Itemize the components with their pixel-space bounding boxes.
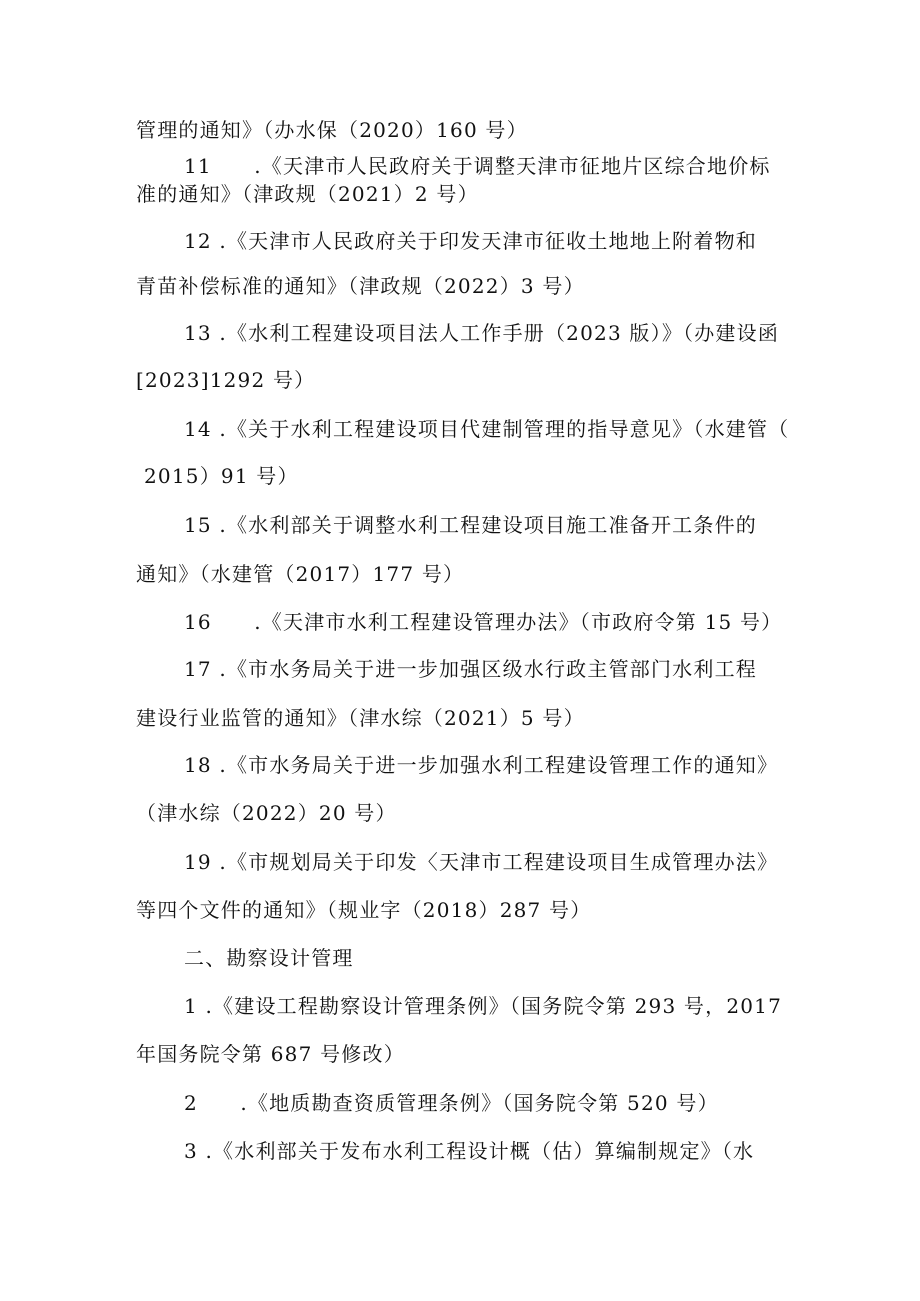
text-line: 建设行业监管的通知》（津水综（2021）5 号） [136, 706, 585, 730]
list-item: 14 .《关于水利工程建设项目代建制管理的指导意见》（水建管（ [184, 417, 790, 441]
list-item: 1 .《建设工程勘察设计管理条例》（国务院令第 293 号，2017 [184, 994, 783, 1018]
list-item: 2 .《地质勘查资质管理条例》（国务院令第 520 号） [184, 1091, 719, 1115]
list-item: 19 .《市规划局关于印发〈天津市工程建设项目生成管理办法》 [184, 850, 779, 874]
list-item: 16 .《天津市水利工程建设管理办法》（市政府令第 15 号） [184, 610, 783, 634]
list-item: 3 .《水利部关于发布水利工程设计概（估）算编制规定》（水 [184, 1139, 755, 1163]
text-line: 管理的通知》（办水保（2020）160 号） [136, 118, 528, 142]
list-item: 18 .《市水务局关于进一步加强水利工程建设管理工作的通知》 [184, 753, 779, 777]
text-line: 2015）91 号） [144, 464, 299, 488]
text-line: 年国务院令第 687 号修改） [136, 1042, 405, 1066]
list-item: 11 .《天津市人民政府关于调整天津市征地片区综合地价标 [184, 154, 771, 178]
text-line: 青苗补偿标准的通知》（津政规（2022）3 号） [136, 274, 585, 298]
list-item: 17 .《市水务局关于进一步加强区级水行政主管部门水利工程 [184, 657, 757, 681]
text-line: 准的通知》（津政规（2021）2 号） [136, 182, 479, 206]
list-item: 13 .《水利工程建设项目法人工作手册（2023 版）》（办建设函 [184, 321, 780, 345]
text-line: 等四个文件的通知》（规业字（2018）287 号） [136, 898, 592, 922]
text-line: （津水综（2022）20 号） [136, 801, 397, 825]
text-line: [2023]1292 号） [136, 368, 316, 392]
text-line: 通知》（水建管（2017）177 号） [136, 562, 465, 586]
list-item: 15 .《水利部关于调整水利工程建设项目施工准备开工条件的 [184, 513, 757, 537]
section-heading: 二、勘察设计管理 [184, 946, 354, 970]
list-item: 12 .《天津市人民政府关于印发天津市征收土地地上附着物和 [184, 229, 757, 253]
